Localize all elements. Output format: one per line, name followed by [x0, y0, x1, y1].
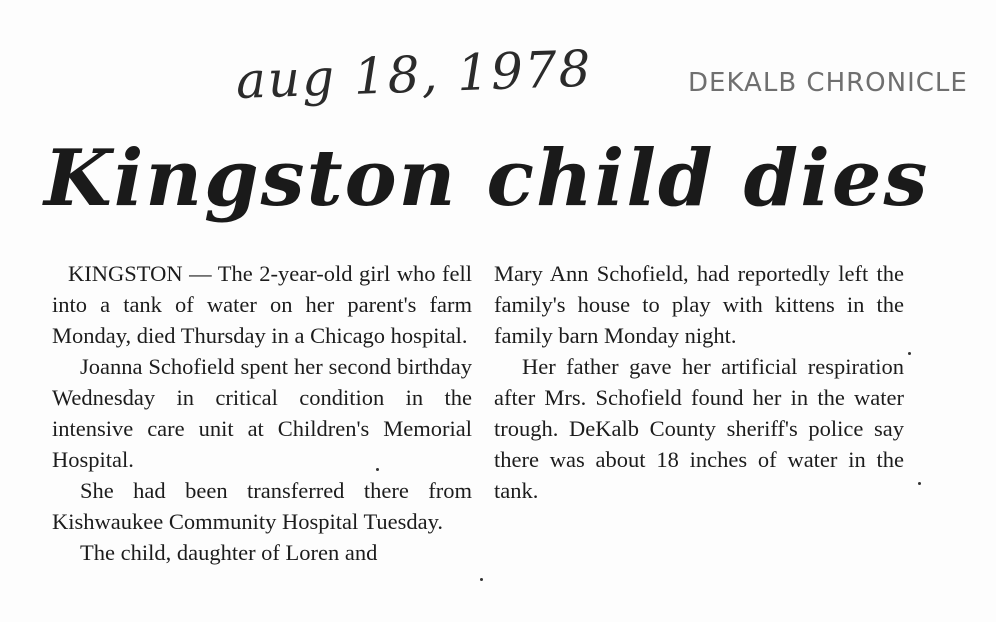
print-speck: [918, 482, 921, 485]
article-column-left: [52, 258, 472, 568]
paragraph: KINGSTON — The 2-year-old girl who fell into a tank of water on her parent's farm Monday, died Thursday in a Chicago hospital.: [52, 261, 472, 348]
paragraph: The child, daughter of Loren and: [80, 540, 378, 565]
paragraph: Her father gave her artificial respiration after Mrs. Schofield found her in the water trough. DeKalb County sheriff's police say there was about 18 inches of water in the tank.: [494, 354, 904, 503]
paragraph: Mary Ann Schofield, had reportedly left the family's house to play with kittens in the family barn Monday night.: [494, 261, 904, 348]
print-speck: [480, 578, 483, 581]
print-speck: [908, 352, 911, 355]
paragraph: She had been transferred there from Kishwaukee Community Hospital Tuesday.: [52, 478, 472, 534]
paragraph: Joanna Schofield spent her second birthday Wednesday in critical condition in the intensive care unit at Children's Memorial Hospital.: [52, 354, 472, 472]
headline: Kingston child dies: [44, 133, 930, 224]
source-stamp: DEKALB CHRONICLE: [688, 68, 968, 98]
handwritten-date: aug 18, 1978: [234, 39, 594, 110]
print-speck: [376, 468, 379, 471]
article-column-right: [494, 258, 904, 506]
